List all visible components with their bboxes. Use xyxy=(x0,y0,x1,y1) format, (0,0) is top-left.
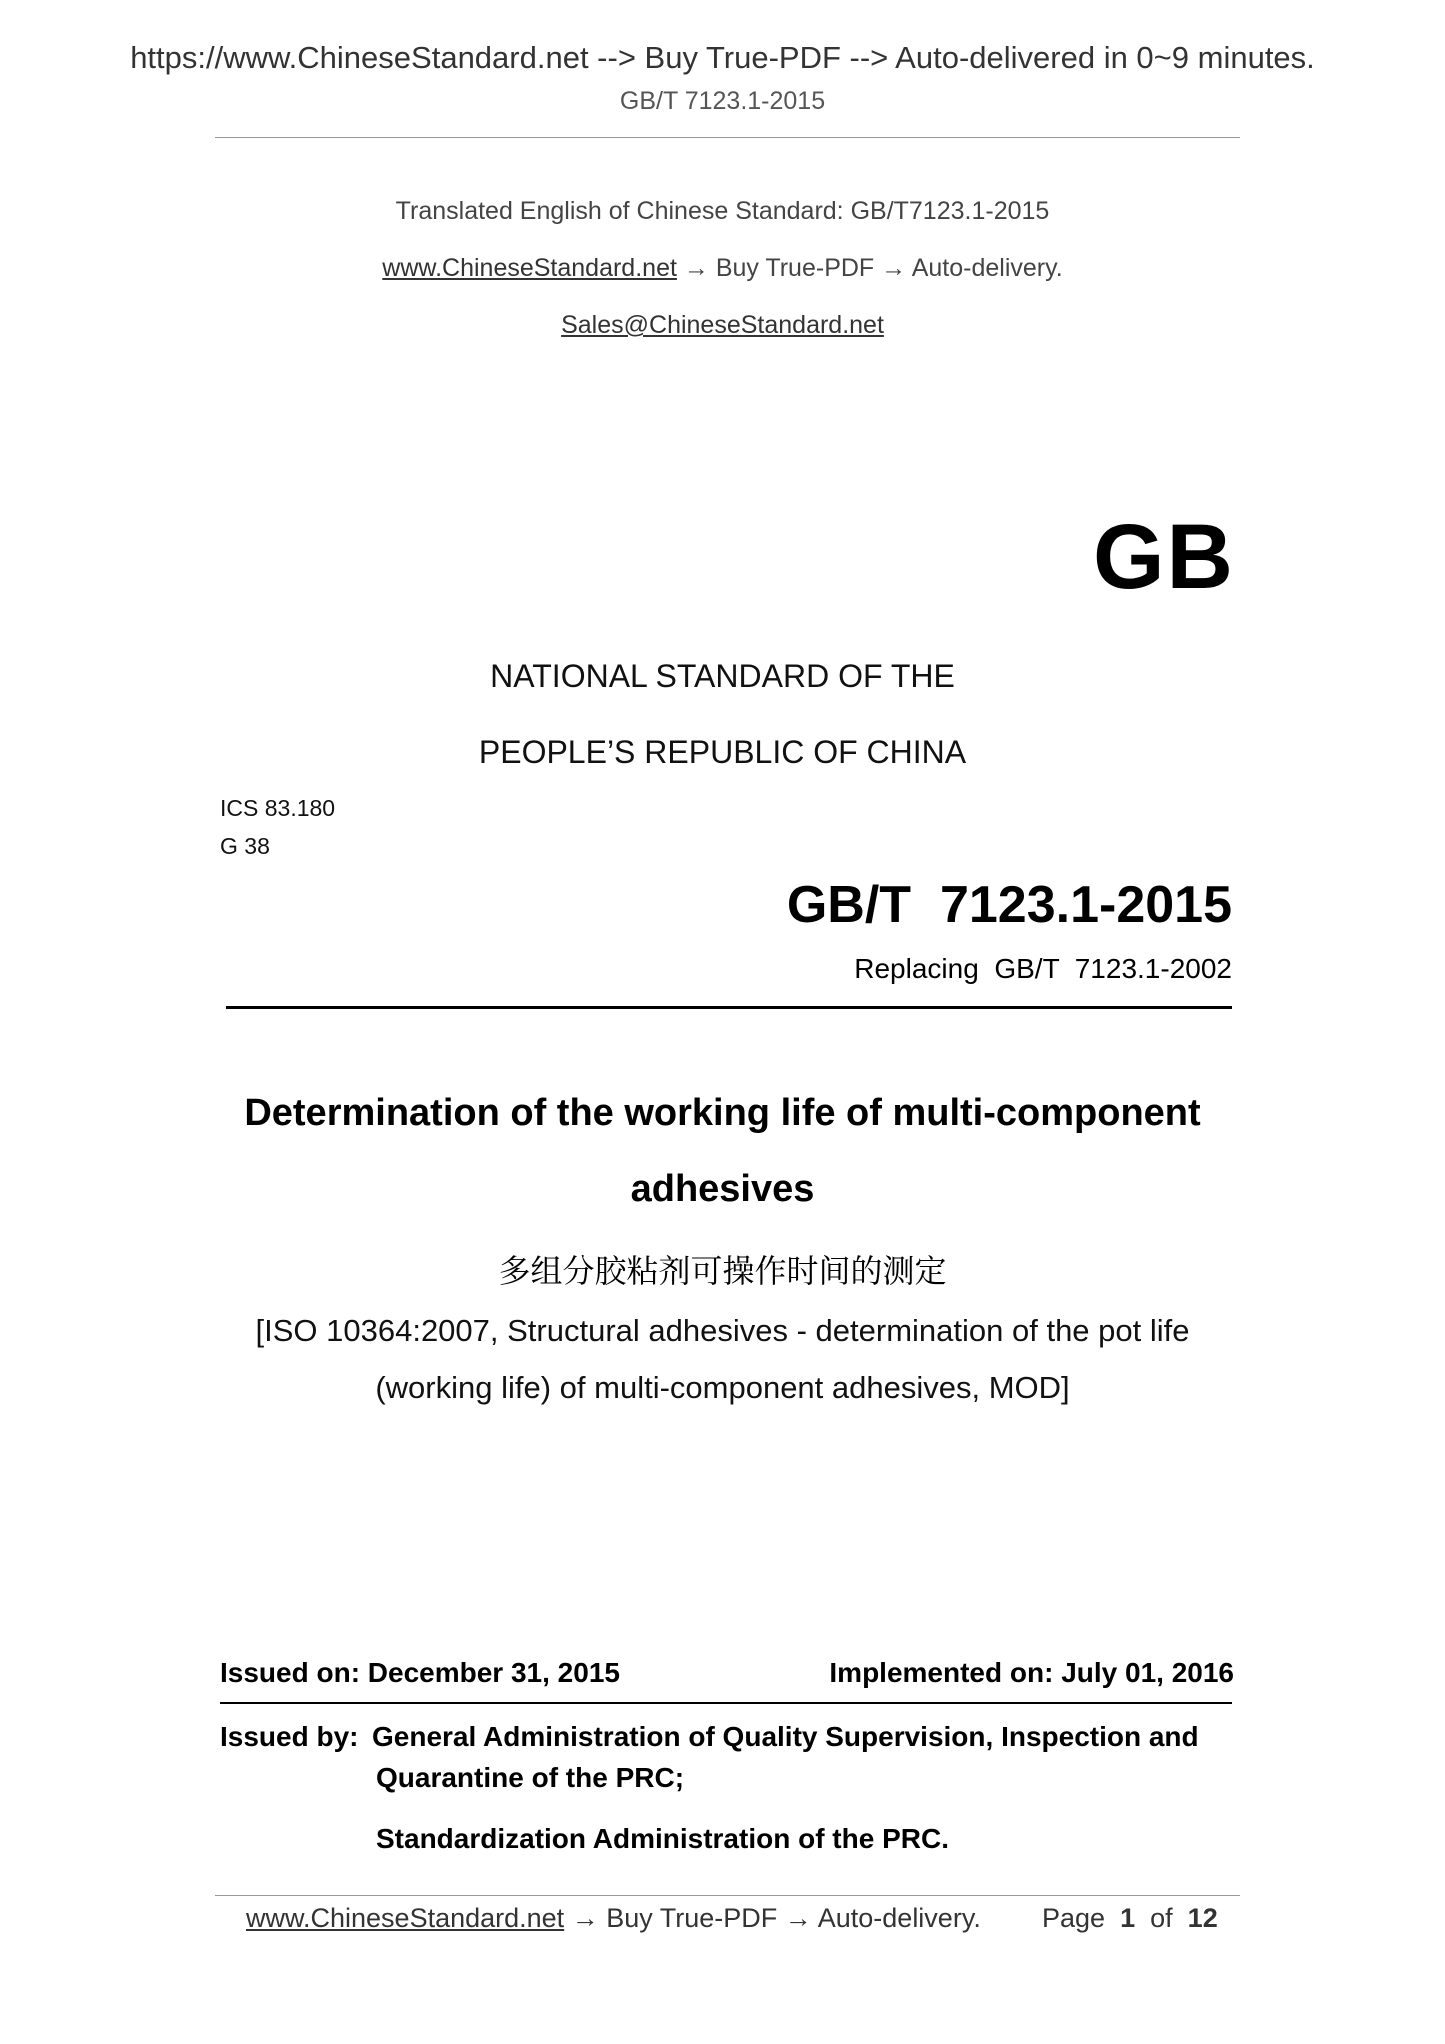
g-code: G 38 xyxy=(220,833,270,859)
chinese-title: 多组分胶粘剂可操作时间的测定 xyxy=(498,1252,947,1290)
email-line xyxy=(0,311,1445,340)
title-line-2: adhesives xyxy=(630,1168,815,1210)
footer-buy-text: → Buy True-PDF → Auto-delivery. xyxy=(564,1903,981,1933)
of-label: of xyxy=(1150,1903,1173,1933)
dates-divider xyxy=(220,1702,1232,1704)
page-total: 12 xyxy=(1187,1903,1218,1933)
header-divider xyxy=(215,137,1240,138)
ics-code: ICS 83.180 xyxy=(220,795,336,821)
title-divider xyxy=(226,1006,1232,1009)
issuer-line-3: Standardization Administration of the PRC. xyxy=(376,1823,949,1854)
page-number: 1 xyxy=(1120,1903,1136,1933)
national-line-1: NATIONAL STANDARD OF THE xyxy=(490,658,955,694)
translated-line: Translated English of Chinese Standard: GB/T7123.1-2015 xyxy=(395,197,1050,225)
site-buy-line xyxy=(0,254,1445,283)
footer-site-buy-line xyxy=(246,1903,981,1934)
issued-on: Issued on: December 31, 2015 xyxy=(220,1657,620,1688)
gb-mark: GB xyxy=(1093,506,1235,608)
header-standard-code: GB/T 7123.1-2015 xyxy=(619,87,826,115)
issued-by-label: Issued by: xyxy=(220,1721,359,1752)
header-url-line: https://www.ChineseStandard.net --> Buy True-PDF --> Auto-delivered in 0~9 minutes. xyxy=(130,40,1315,75)
site-link[interactable]: www.ChineseStandard.net xyxy=(382,254,677,282)
iso-line-2: (working life) of multi-component adhesives, MOD] xyxy=(375,1370,1070,1405)
replacing-line: Replacing GB/T 7123.1-2002 xyxy=(854,953,1232,984)
implemented-on: Implemented on: July 01, 2016 xyxy=(829,1657,1234,1688)
national-line-2: PEOPLE’S REPUBLIC OF CHINA xyxy=(478,734,967,770)
page-indicator xyxy=(1042,1903,1218,1934)
standard-code: GB/T 7123.1-2015 xyxy=(786,876,1232,934)
buy-text: → Buy True-PDF → Auto-delivery. xyxy=(676,254,1063,282)
title-line-1: Determination of the working life of multi-component xyxy=(244,1092,1201,1134)
issuer-line-1: General Administration of Quality Supervision, Inspection and xyxy=(372,1721,1199,1752)
footer-site-link[interactable]: www.ChineseStandard.net xyxy=(246,1903,565,1933)
email-link[interactable]: Sales@ChineseStandard.net xyxy=(561,311,884,339)
iso-line-1: [ISO 10364:2007, Structural adhesives - determination of the pot life xyxy=(255,1313,1190,1348)
footer-divider xyxy=(215,1895,1240,1896)
page-label: Page xyxy=(1042,1903,1106,1933)
issuer-line-2: Quarantine of the PRC; xyxy=(376,1762,685,1793)
